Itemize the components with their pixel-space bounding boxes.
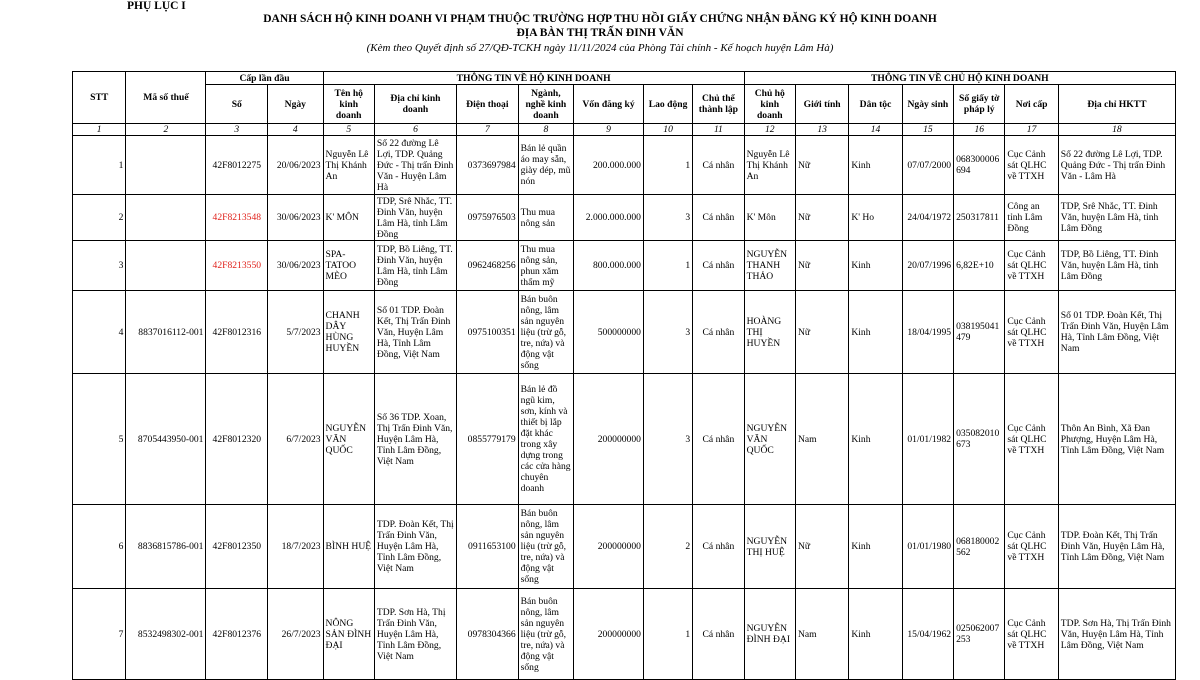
cell-diachi: Số 36 TDP. Xoan, Thị Trấn Đinh Văn, Huyện Lâm Hà, Tỉnh Lâm Đồng, Việt Nam xyxy=(374,374,456,505)
cell-so: 42F8213550 xyxy=(206,241,268,291)
cell-dantoc: Kinh xyxy=(849,136,902,195)
cell-ngaysinh: 18/04/1995 xyxy=(902,291,953,374)
col-header: Nơi cấp xyxy=(1005,85,1058,124)
col-header: Địa chỉ HKTT xyxy=(1058,85,1175,124)
cell-noicap: Công an tỉnh Lâm Đồng xyxy=(1005,195,1058,241)
cell-ten: BÌNH HUỆ xyxy=(323,505,374,589)
cell-von: 200000000 xyxy=(574,374,644,505)
cell-nganh: Bán lẻ đồ ngũ kim, sơn, kính và thiết bị lắp đặt khác trong xây dựng trong các cửa hàng chuyên doanh xyxy=(518,374,573,505)
cell-noicap: Cục Cảnh sát QLHC về TTXH xyxy=(1005,589,1058,680)
cell-nganh: Thu mua nông sản, phun xăm thẩm mỹ xyxy=(518,241,573,291)
col-header: Ngày xyxy=(268,85,323,124)
cell-mst xyxy=(126,195,206,241)
cell-gioitinh: Nữ xyxy=(795,291,848,374)
cell-ngay: 30/06/2023 xyxy=(268,195,323,241)
cell-ten: SPA-TATOO MÈO xyxy=(323,241,374,291)
cell-von: 200000000 xyxy=(574,505,644,589)
column-number: 13 xyxy=(795,124,848,136)
cell-gioitinh: Nam xyxy=(795,589,848,680)
cell-giayto: 250317811 xyxy=(954,195,1005,241)
col-header: Ngày sinh xyxy=(902,85,953,124)
cell-dantoc: Kinh xyxy=(849,241,902,291)
col-header: Chủ thể thành lập xyxy=(693,85,744,124)
cell-so: 42F8213548 xyxy=(206,195,268,241)
cell-ngay: 6/7/2023 xyxy=(268,374,323,505)
cell-giayto: 068180002562 xyxy=(954,505,1005,589)
cell-nganh: Bán buôn nông, lâm sản nguyên liệu (trừ gỗ, tre, nứa) và động vật sống xyxy=(518,589,573,680)
cell-ngay: 5/7/2023 xyxy=(268,291,323,374)
cell-so: 42F8012350 xyxy=(206,505,268,589)
col-header: Số xyxy=(206,85,268,124)
cell-noicap: Cục Cảnh sát QLHC về TTXH xyxy=(1005,241,1058,291)
cell-chuthe: Cá nhân xyxy=(693,195,744,241)
col-header: Mã số thuế xyxy=(126,72,206,124)
column-number: 2 xyxy=(126,124,206,136)
col-header: Điện thoại xyxy=(457,85,519,124)
table-row xyxy=(73,136,1176,195)
column-number: 18 xyxy=(1058,124,1175,136)
column-number: 17 xyxy=(1005,124,1058,136)
table-row xyxy=(73,241,1176,291)
cell-chuho: Nguyễn Lê Thị Khánh An xyxy=(744,136,795,195)
cell-stt: 2 xyxy=(73,195,126,241)
cell-dantoc: Kinh xyxy=(849,589,902,680)
column-number: 1 xyxy=(73,124,126,136)
cell-diachi: TDP, Srê Nhắc, TT. Đinh Văn, huyện Lâm Hà, tỉnh Lâm Đồng xyxy=(374,195,456,241)
cell-ngay: 18/7/2023 xyxy=(268,505,323,589)
group-header-business-info: THÔNG TIN VỀ HỘ KINH DOANH xyxy=(323,72,744,85)
cell-chuho: HOÀNG THỊ HUYỀN xyxy=(744,291,795,374)
cell-chuthe: Cá nhân xyxy=(693,136,744,195)
cell-gioitinh: Nam xyxy=(795,374,848,505)
cell-mst: 8705443950-001 xyxy=(126,374,206,505)
cell-dienthoai: 0911653100 xyxy=(457,505,519,589)
column-number: 16 xyxy=(954,124,1005,136)
cell-dantoc: Kinh xyxy=(849,505,902,589)
cell-so: 42F8012376 xyxy=(206,589,268,680)
cell-giayto: 035082010673 xyxy=(954,374,1005,505)
col-header: STT xyxy=(73,72,126,124)
column-number: 14 xyxy=(849,124,902,136)
cell-ngaysinh: 07/07/2000 xyxy=(902,136,953,195)
cell-stt: 1 xyxy=(73,136,126,195)
column-number: 15 xyxy=(902,124,953,136)
table-row xyxy=(73,589,1176,680)
col-header: Dân tộc xyxy=(849,85,902,124)
cell-chuho: NGUYỄN THỊ HUỆ xyxy=(744,505,795,589)
cell-von: 500000000 xyxy=(574,291,644,374)
cell-diachi: Số 01 TDP. Đoàn Kết, Thị Trấn Đinh Văn, Huyện Lâm Hà, Tỉnh Lâm Đồng, Việt Nam xyxy=(374,291,456,374)
col-header: Lao động xyxy=(643,85,692,124)
column-number-row xyxy=(73,124,1176,136)
cell-chuho: NGUYỄN VĂN QUỐC xyxy=(744,374,795,505)
cell-dantoc: Kinh xyxy=(849,291,902,374)
col-header: Vốn đăng ký xyxy=(574,85,644,124)
cell-von: 200.000.000 xyxy=(574,136,644,195)
column-number: 10 xyxy=(643,124,692,136)
cell-mst xyxy=(126,241,206,291)
cell-so: 42F8012320 xyxy=(206,374,268,505)
col-header: Ngành, nghề kinh doanh xyxy=(518,85,573,124)
cell-giayto: 025062007253 xyxy=(954,589,1005,680)
cell-ten: NGUYỄN VĂN QUỐC xyxy=(323,374,374,505)
cell-dienthoai: 0373697984 xyxy=(457,136,519,195)
cell-laodong: 3 xyxy=(643,374,692,505)
cell-dantoc: K' Ho xyxy=(849,195,902,241)
cell-gioitinh: Nữ xyxy=(795,241,848,291)
cell-chuthe: Cá nhân xyxy=(693,291,744,374)
cell-dienthoai: 0855779179 xyxy=(457,374,519,505)
cell-nganh: Bán buôn nông, lâm sản nguyên liệu (trừ gỗ, tre, nứa) và động vật sống xyxy=(518,505,573,589)
cell-laodong: 2 xyxy=(643,505,692,589)
cell-hktt: TDP. Đoàn Kết, Thị Trấn Đinh Văn, Huyện Lâm Hà, Tỉnh Lâm Đồng, Việt Nam xyxy=(1058,505,1175,589)
cell-dienthoai: 0978304366 xyxy=(457,589,519,680)
cell-mst: 8837016112-001 xyxy=(126,291,206,374)
cell-hktt: Số 22 đường Lê Lợi, TDP. Quảng Đức - Thị trấn Đinh Văn - Lâm Hà xyxy=(1058,136,1175,195)
cell-stt: 5 xyxy=(73,374,126,505)
table-row xyxy=(73,374,1176,505)
cell-von: 200000000 xyxy=(574,589,644,680)
violations-table xyxy=(72,71,1176,680)
col-header: Địa chỉ kinh doanh xyxy=(374,85,456,124)
cell-chuthe: Cá nhân xyxy=(693,241,744,291)
cell-ngaysinh: 20/07/1996 xyxy=(902,241,953,291)
cell-noicap: Cục Cảnh sát QLHC về TTXH xyxy=(1005,374,1058,505)
cell-gioitinh: Nữ xyxy=(795,505,848,589)
cell-hktt: TDP, Bồ Liêng, TT. Đinh Văn, huyện Lâm Hà, tỉnh Lâm Đồng xyxy=(1058,241,1175,291)
cell-ten: K' MÔN xyxy=(323,195,374,241)
cell-stt: 3 xyxy=(73,241,126,291)
cell-laodong: 3 xyxy=(643,291,692,374)
cell-dienthoai: 0975100351 xyxy=(457,291,519,374)
cell-ngaysinh: 01/01/1982 xyxy=(902,374,953,505)
cell-laodong: 1 xyxy=(643,589,692,680)
cell-chuho: K' Môn xyxy=(744,195,795,241)
column-number: 5 xyxy=(323,124,374,136)
cell-stt: 4 xyxy=(73,291,126,374)
cell-chuthe: Cá nhân xyxy=(693,374,744,505)
cell-von: 800.000.000 xyxy=(574,241,644,291)
group-header-owner-info: THÔNG TIN VỀ CHỦ HỘ KINH DOANH xyxy=(744,72,1175,85)
cell-giayto: 068300006694 xyxy=(954,136,1005,195)
cell-diachi: TDP. Sơn Hà, Thị Trấn Đinh Văn, Huyện Lâm Hà, Tỉnh Lâm Đồng, Việt Nam xyxy=(374,589,456,680)
cell-ngaysinh: 01/01/1980 xyxy=(902,505,953,589)
cell-noicap: Cục Cảnh sát QLHC về TTXH xyxy=(1005,291,1058,374)
cell-dantoc: Kinh xyxy=(849,374,902,505)
cell-hktt: TDP. Sơn Hà, Thị Trấn Đinh Văn, Huyện Lâm Hà, Tỉnh Lâm Đồng, Việt Nam xyxy=(1058,589,1175,680)
cell-gioitinh: Nữ xyxy=(795,195,848,241)
cell-dienthoai: 0975976503 xyxy=(457,195,519,241)
cell-von: 2.000.000.000 xyxy=(574,195,644,241)
column-number: 9 xyxy=(574,124,644,136)
cell-giayto: 6,82E+10 xyxy=(954,241,1005,291)
cell-ngay: 30/06/2023 xyxy=(268,241,323,291)
cell-diachi: TDP. Đoàn Kết, Thị Trấn Đinh Văn, Huyện Lâm Hà, Tỉnh Lâm Đồng, Việt Nam xyxy=(374,505,456,589)
cell-ngaysinh: 15/04/1962 xyxy=(902,589,953,680)
cell-gioitinh: Nữ xyxy=(795,136,848,195)
table-row xyxy=(73,291,1176,374)
cell-so: 42F8012275 xyxy=(206,136,268,195)
cell-hktt: Số 01 TDP. Đoàn Kết, Thị Trấn Đinh Văn, Huyện Lâm Hà, Tỉnh Lâm Đồng, Việt Nam xyxy=(1058,291,1175,374)
cell-dienthoai: 0962468256 xyxy=(457,241,519,291)
cell-diachi: Số 22 đường Lê Lợi, TDP. Quảng Đức - Thị trấn Đinh Văn - Huyện Lâm Hà xyxy=(374,136,456,195)
column-number: 4 xyxy=(268,124,323,136)
cell-nganh: Bán lẻ quần áo may sẵn, giày dép, mũ nón xyxy=(518,136,573,195)
cell-noicap: Cục Cảnh sát QLHC về TTXH xyxy=(1005,505,1058,589)
cell-ten: CHANH DÂY HÙNG HUYỀN xyxy=(323,291,374,374)
cell-ngaysinh: 24/04/1972 xyxy=(902,195,953,241)
column-number: 11 xyxy=(693,124,744,136)
cell-diachi: TDP, Bồ Liêng, TT. Đinh Văn, huyện Lâm Hà, tỉnh Lâm Đồng xyxy=(374,241,456,291)
cell-mst xyxy=(126,136,206,195)
cell-ngay: 20/06/2023 xyxy=(268,136,323,195)
cell-giayto: 038195041479 xyxy=(954,291,1005,374)
column-number: 8 xyxy=(518,124,573,136)
column-number: 6 xyxy=(374,124,456,136)
cell-hktt: TDP, Srê Nhắc, TT. Đinh Văn, huyện Lâm Hà, tỉnh Lâm Đồng xyxy=(1058,195,1175,241)
cell-ten: NÔNG SẢN ĐÌNH ĐẠI xyxy=(323,589,374,680)
table-body xyxy=(73,136,1176,680)
cell-laodong: 1 xyxy=(643,136,692,195)
table-row xyxy=(73,195,1176,241)
cell-so: 42F8012316 xyxy=(206,291,268,374)
cell-noicap: Cục Cảnh sát QLHC về TTXH xyxy=(1005,136,1058,195)
cell-chuho: NGUYỄN THANH THẢO xyxy=(744,241,795,291)
col-header: Chủ hộ kinh doanh xyxy=(744,85,795,124)
appendix-label: PHỤ LỤC I xyxy=(127,0,186,12)
cell-ten: Nguyễn Lê Thị Khánh An xyxy=(323,136,374,195)
cell-chuthe: Cá nhân xyxy=(693,505,744,589)
cell-chuho: NGUYỄN ĐÌNH ĐẠI xyxy=(744,589,795,680)
cell-laodong: 3 xyxy=(643,195,692,241)
group-header-cap-lan-dau: Cấp lần đầu xyxy=(206,72,323,85)
document-subtitle: ĐỊA BÀN THỊ TRẤN ĐINH VĂN xyxy=(516,27,684,39)
col-header: Giới tính xyxy=(795,85,848,124)
cell-stt: 7 xyxy=(73,589,126,680)
cell-mst: 8836815786-001 xyxy=(126,505,206,589)
table-row xyxy=(73,505,1176,589)
cell-hktt: Thôn An Bình, Xã Đan Phượng, Huyện Lâm Hà, Tỉnh Lâm Đồng, Việt Nam xyxy=(1058,374,1175,505)
cell-chuthe: Cá nhân xyxy=(693,589,744,680)
cell-mst: 8532498302-001 xyxy=(126,589,206,680)
cell-nganh: Thu mua nông sản xyxy=(518,195,573,241)
document-note: (Kèm theo Quyết định số 27/QĐ-TCKH ngày 11/11/2024 của Phòng Tài chính - Kế hoạch huyện Lâm Hà) xyxy=(366,42,834,54)
column-number: 3 xyxy=(206,124,268,136)
cell-nganh: Bán buôn nông, lâm sản nguyên liệu (trừ gỗ, tre, nứa) và động vật sống xyxy=(518,291,573,374)
document-title: DANH SÁCH HỘ KINH DOANH VI PHẠM THUỘC TRƯỜNG HỢP THU HỒI GIẤY CHỨNG NHẬN ĐĂNG KÝ HỘ KINH DOANH xyxy=(263,13,937,25)
cell-stt: 6 xyxy=(73,505,126,589)
column-number: 12 xyxy=(744,124,795,136)
column-number: 7 xyxy=(457,124,519,136)
cell-laodong: 1 xyxy=(643,241,692,291)
col-header: Số giấy tờ pháp lý xyxy=(954,85,1005,124)
cell-ngay: 26/7/2023 xyxy=(268,589,323,680)
col-header: Tên hộ kinh doanh xyxy=(323,85,374,124)
